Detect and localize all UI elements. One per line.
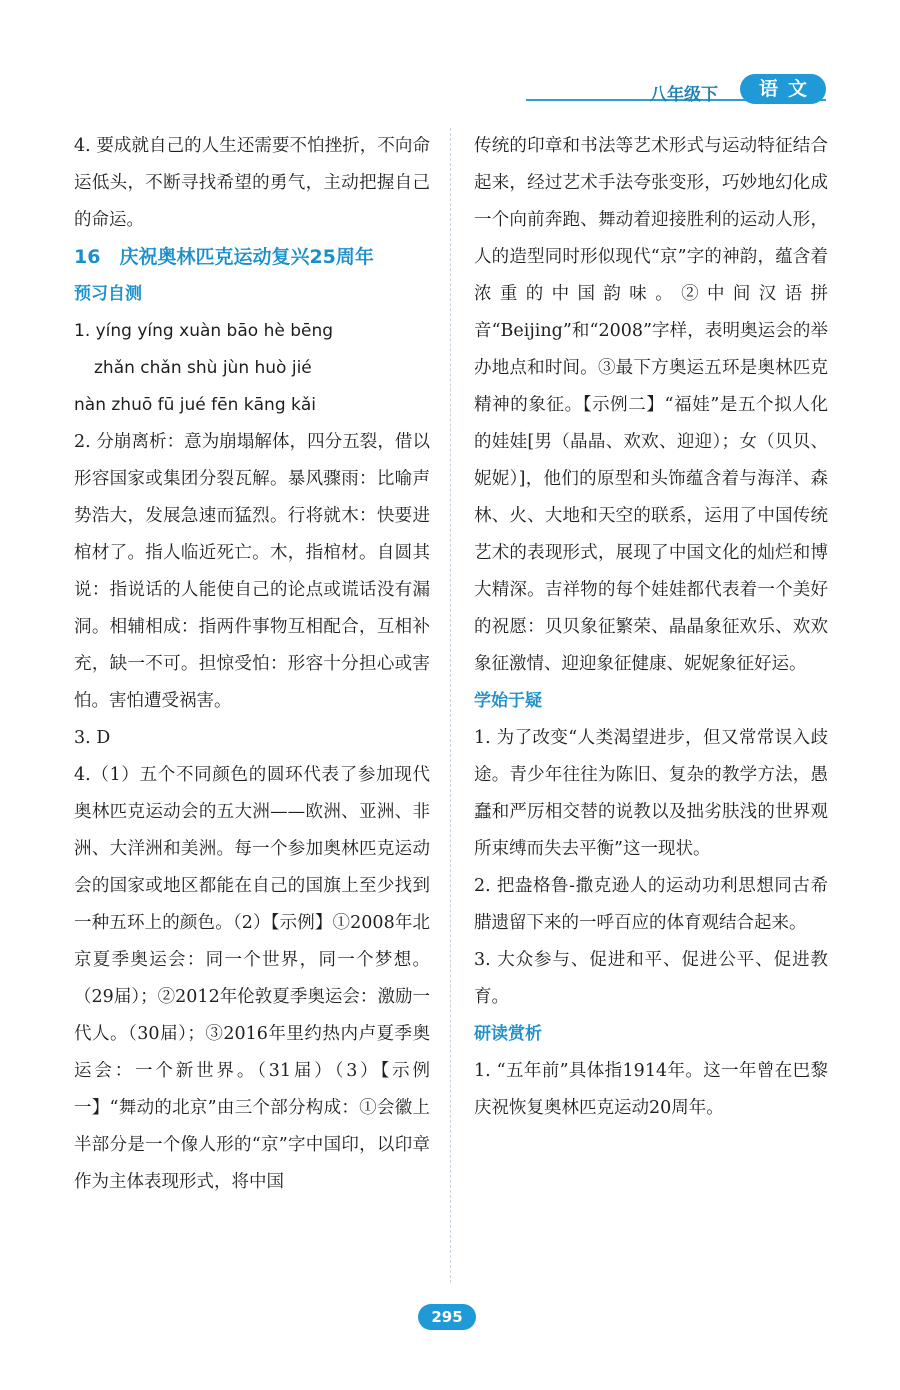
answer-paragraph: 3. D [74, 728, 111, 748]
section-heading-analysis: 研读赏析 [474, 1024, 542, 1044]
pinyin-line: zhǎn chǎn shù jùn huò jié [94, 358, 312, 378]
pinyin-line: nàn zhuō fū jué fēn kāng kǎi [74, 395, 317, 415]
answer-paragraph: 4.（1）五个不同颜色的圆环代表了参加现代奥林匹克运动会的五大洲——欧洲、亚洲、非洲、大洋洲和美洲。每一个参加奥林匹克运动会的国家或地区都能在自己的国旗上至少找到一种五环上的颜色。（2）【示例】①2008年北京夏季奥运会：同一个世界，同一个梦想。（29届）；②2012年伦敦夏季奥运会：激励一代人。（30届）；③2016年里约热内卢夏季奥运会：一个新世界。（31届）（3）【示例一】“舞动的北京”由三个部分构成：①会徽上半部分是一个像人形的“京”字中国印，以印章作为主体表现形式，将中国 [74, 765, 430, 1192]
answer-paragraph: 2. 分崩离析：意为崩塌解体，四分五裂，借以形容国家或集团分裂瓦解。暴风骤雨：比喻声势浩大，发展急速而猛烈。行将就木：快要进棺材了。指人临近死亡。木，指棺材。自圆其说：指说话的人能使自己的论点或谎话没有漏洞。相辅相成：指两件事物互相配合，互相补充，缺一不可。担惊受怕：形容十分担心或害怕。害怕遭受祸害。 [74, 432, 430, 711]
header-subject-badge: 语文 [740, 74, 826, 104]
answer-paragraph: 传统的印章和书法等艺术形式与运动特征结合起来，经过艺术手法夸张变形，巧妙地幻化成一个向前奔跑、舞动着迎接胜利的运动人形，人的造型同时形似现代“京”字的神韵，蕴含着浓重的中国韵味。②中间汉语拼音“Beijing”和“2008”字样，表明奥运会的举办地点和时间。③最下方奥运五环是奥林匹克精神的象征。【示例二】“福娃”是五个拟人化的娃娃[男（晶晶、欢欢、迎迎）；女（贝贝、妮妮）]，他们的原型和头饰蕴含着与海洋、森林、火、大地和天空的联系，运用了中国传统艺术的表现形式，展现了中国文化的灿烂和博大精深。吉祥物的每个娃娃都代表着一个美好的祝愿：贝贝象征繁荣、晶晶象征欢乐、欢欢象征激情、迎迎象征健康、妮妮象征好运。 [474, 136, 828, 674]
lesson-title: 16 庆祝奥林匹克运动复兴25周年 [74, 246, 374, 268]
answer-paragraph: 1. “五年前”具体指1914年。这一年曾在巴黎庆祝恢复奥林匹克运动20周年。 [474, 1061, 828, 1118]
page-number: 295 [418, 1304, 476, 1330]
section-heading-questions: 学始于疑 [474, 691, 542, 711]
pinyin-line: 1. yíng yíng xuàn bāo hè bēng [74, 321, 334, 341]
answer-paragraph: 1. 为了改变“人类渴望进步，但又常常误入歧途。青少年往往为陈旧、复杂的教学方法，愚蠢和严厉相交替的说教以及拙劣肤浅的世界观所束缚而失去平衡”这一现状。 [474, 728, 828, 859]
answer-paragraph: 3. 大众参与、促进和平、促进公平、促进教育。 [474, 950, 828, 1007]
answer-paragraph: 4. 要成就自己的人生还需要不怕挫折，不向命运低头，不断寻找希望的勇气，主动把握自己的命运。 [74, 136, 430, 230]
answer-paragraph: 2. 把盎格鲁-撒克逊人的运动功利思想同古希腊遗留下来的一呼百应的体育观结合起来。 [474, 876, 828, 933]
column-divider [450, 128, 451, 1283]
section-heading-preview: 预习自测 [74, 284, 142, 304]
right-column [474, 128, 828, 1127]
left-column [74, 128, 430, 1201]
page-header [526, 74, 826, 114]
header-grade: 八年级下 [650, 85, 718, 105]
